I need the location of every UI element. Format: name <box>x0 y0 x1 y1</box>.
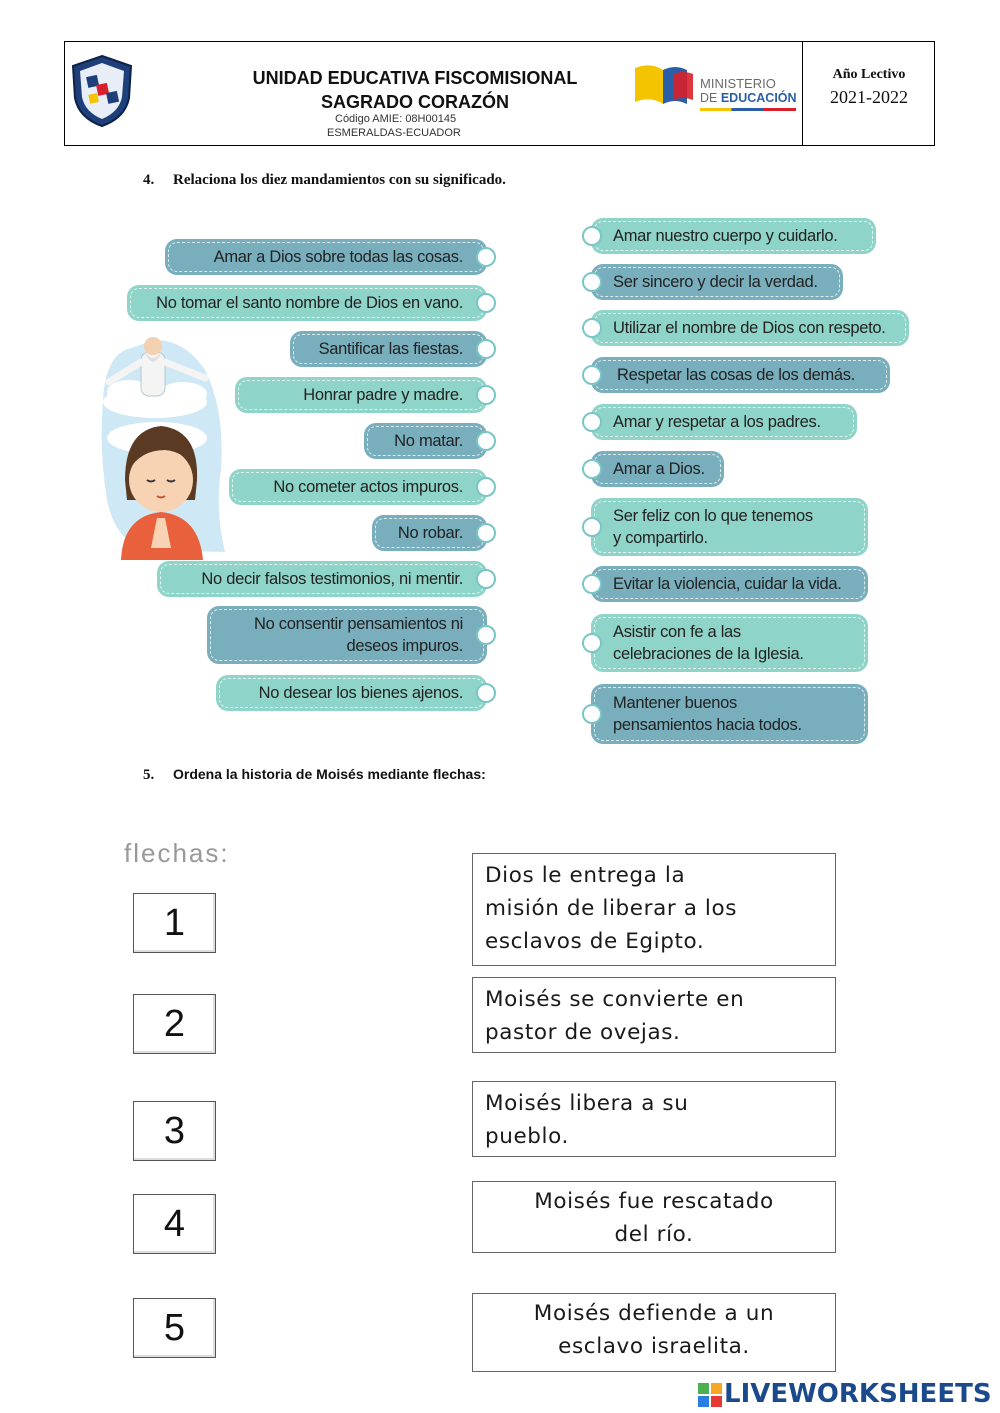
commandment-9-text <box>254 613 463 657</box>
commandment-5-text: No matar. <box>394 432 463 450</box>
meaning-5 <box>591 404 857 440</box>
meaning-5-connector[interactable] <box>582 412 602 432</box>
meaning-2 <box>591 264 843 300</box>
commandment-10-connector[interactable] <box>476 683 496 703</box>
meaning-9-line2: celebraciones de la Iglesia. <box>613 645 804 663</box>
story-event-e-line1: Moisés defiende a un <box>533 1301 775 1326</box>
ministry-logo <box>633 64 803 114</box>
meaning-1 <box>591 218 876 254</box>
commandment-7 <box>372 515 487 551</box>
exercise4-instruction <box>143 172 506 189</box>
commandment-8-connector[interactable] <box>476 569 496 589</box>
meaning-10-line1: Mantener buenos <box>613 694 737 712</box>
commandment-2-text: No tomar el santo nombre de Dios en vano. <box>156 294 463 312</box>
liveworksheets-logo-icon <box>698 1383 722 1407</box>
commandment-2-connector[interactable] <box>476 293 496 313</box>
meaning-7-line1: Ser feliz con lo que tenemos <box>613 507 813 525</box>
commandment-9-connector[interactable] <box>476 625 496 645</box>
exercise5-number: 5. <box>143 767 155 783</box>
commandment-3 <box>290 331 487 367</box>
exercise4-text: Relaciona los diez mandamientos con su significado. <box>173 172 506 188</box>
meaning-9-line1: Asistir con fe a las <box>613 623 741 641</box>
commandment-7-text: No robar. <box>397 524 463 542</box>
commandment-1-connector[interactable] <box>476 247 496 267</box>
school-location: ESMERALDAS-ECUADOR <box>327 127 461 139</box>
ministry-flag-icon <box>633 64 697 112</box>
ministry-color-bar <box>700 108 796 111</box>
meaning-10-line2: pensamientos hacia todos. <box>613 716 802 734</box>
meaning-8-text: Evitar la violencia, cuidar la vida. <box>613 575 842 593</box>
meaning-10 <box>591 684 868 744</box>
commandment-6-connector[interactable] <box>476 477 496 497</box>
commandment-1 <box>165 239 487 275</box>
story-event-e-line2: esclavo israelita. <box>558 1334 750 1359</box>
order-number-5[interactable]: 5 <box>133 1298 216 1358</box>
commandment-5-connector[interactable] <box>476 431 496 451</box>
meaning-6 <box>591 451 724 487</box>
meaning-8-connector[interactable] <box>582 574 602 594</box>
school-name <box>215 66 615 114</box>
liveworksheets-text: LIVEWORKSHEETS <box>724 1379 992 1409</box>
commandment-1-text: Amar a Dios sobre todas las cosas. <box>213 248 463 266</box>
order-number-1[interactable]: 1 <box>133 893 216 953</box>
meaning-3 <box>591 310 909 346</box>
commandment-4-connector[interactable] <box>476 385 496 405</box>
commandment-9 <box>207 606 487 664</box>
story-event-e[interactable] <box>472 1293 836 1372</box>
header-table <box>64 41 935 146</box>
story-event-b-line2: pastor de ovejas. <box>485 1020 681 1045</box>
meaning-8 <box>591 566 868 602</box>
meaning-1-text: Amar nuestro cuerpo y cuidarlo. <box>613 227 838 245</box>
story-event-b-line1: Moisés se convierte en <box>485 987 745 1012</box>
commandment-5 <box>364 423 487 459</box>
story-event-b[interactable] <box>472 977 836 1053</box>
order-number-4[interactable]: 4 <box>133 1194 216 1254</box>
meaning-7-text <box>613 505 813 549</box>
school-year-value: 2021-2022 <box>830 87 908 107</box>
story-event-a-line1: Dios le entrega la <box>485 863 686 888</box>
ministry-education: EDUCACIÓN <box>720 91 797 105</box>
amie-code: Código AMIE: 08H00145 <box>335 113 457 125</box>
meaning-7-line2: y compartirlo. <box>613 529 708 547</box>
meaning-7 <box>591 498 868 556</box>
meaning-9-text <box>613 621 804 665</box>
exercise5-instruction <box>143 766 486 784</box>
commandment-9-line2: deseos impuros. <box>346 637 463 655</box>
ministry-de: DE <box>700 91 721 105</box>
school-name-line1: UNIDAD EDUCATIVA FISCOMISIONAL <box>252 68 578 88</box>
meaning-4 <box>591 357 890 393</box>
commandment-6-text: No cometer actos impuros. <box>273 478 463 496</box>
meaning-10-connector[interactable] <box>582 704 602 724</box>
school-year-label: Año Lectivo <box>832 67 906 82</box>
commandment-7-connector[interactable] <box>476 523 496 543</box>
commandment-8-text: No decir falsos testimonios, ni mentir. <box>201 570 463 588</box>
meaning-3-text: Utilizar el nombre de Dios con respeto. <box>613 319 886 337</box>
order-number-3[interactable]: 3 <box>133 1101 216 1161</box>
meaning-2-connector[interactable] <box>582 272 602 292</box>
cropped-heading-text: flechas: <box>124 838 230 868</box>
commandment-6 <box>229 469 487 505</box>
meaning-7-connector[interactable] <box>582 517 602 537</box>
liveworksheets-watermark <box>698 1378 998 1410</box>
praying-child-illustration <box>95 330 230 560</box>
commandment-3-text: Santificar las fiestas. <box>318 340 463 358</box>
commandment-4-text: Honrar padre y madre. <box>303 386 463 404</box>
commandment-8 <box>157 561 487 597</box>
school-shield-logo <box>69 54 135 128</box>
story-event-c[interactable] <box>472 1081 836 1157</box>
meaning-5-text: Amar y respetar a los padres. <box>613 413 821 431</box>
cropped-heading-remnant <box>124 836 264 868</box>
meaning-9 <box>591 614 868 672</box>
story-event-d-line2: del río. <box>614 1222 694 1247</box>
meaning-10-text <box>613 692 802 736</box>
meaning-3-connector[interactable] <box>582 318 602 338</box>
commandment-9-line1: No consentir pensamientos ni <box>254 615 463 633</box>
story-event-d[interactable] <box>472 1181 836 1253</box>
commandment-10 <box>216 675 487 711</box>
story-event-a-line2: misión de liberar a los <box>485 896 738 921</box>
commandment-2 <box>127 285 487 321</box>
order-number-2[interactable]: 2 <box>133 994 216 1054</box>
meaning-6-connector[interactable] <box>582 459 602 479</box>
exercise5-text: Ordena la historia de Moisés mediante flechas: <box>173 766 486 782</box>
meaning-1-connector[interactable] <box>582 226 602 246</box>
meaning-6-text: Amar a Dios. <box>613 460 705 478</box>
school-code-block <box>327 112 461 140</box>
meaning-4-text: Respetar las cosas de los demás. <box>617 366 856 384</box>
story-event-c-line1: Moisés libera a su <box>485 1091 689 1116</box>
school-name-line2: SAGRADO CORAZÓN <box>321 92 509 112</box>
story-event-c-line2: pueblo. <box>485 1124 569 1149</box>
meaning-2-text: Ser sincero y decir la verdad. <box>613 273 818 291</box>
ministry-line2 <box>700 91 797 105</box>
meaning-9-connector[interactable] <box>582 633 602 653</box>
commandment-10-text: No desear los bienes ajenos. <box>258 684 463 702</box>
ministry-line1: MINISTERIO <box>700 76 776 91</box>
story-event-a-line3: esclavos de Egipto. <box>485 929 705 954</box>
story-event-d-line1: Moisés fue rescatado <box>534 1189 774 1214</box>
commandment-4 <box>235 377 487 413</box>
exercise4-number: 4. <box>143 172 155 188</box>
commandment-3-connector[interactable] <box>476 339 496 359</box>
story-event-a[interactable] <box>472 853 836 966</box>
meaning-4-connector[interactable] <box>582 365 602 385</box>
